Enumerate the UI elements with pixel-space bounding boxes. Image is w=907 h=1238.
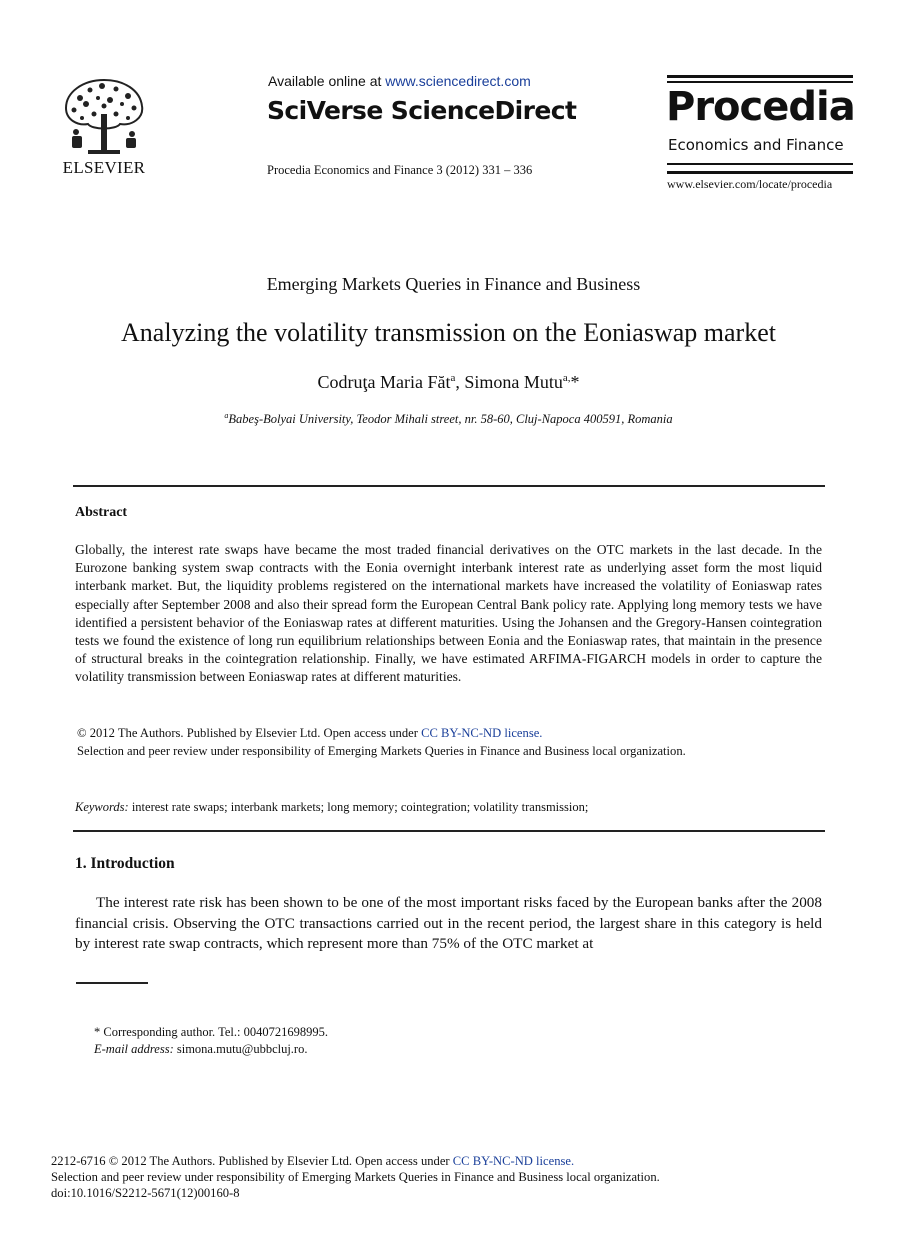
footnote-rule bbox=[76, 982, 148, 984]
affiliation-address: -Bolyai University, Teodor Mihali street, nr. 58-60, Cluj-Napoca 400591, Romania bbox=[258, 412, 673, 427]
abstract-rule-bottom bbox=[73, 830, 825, 832]
brand-rule-top bbox=[667, 75, 853, 78]
license-link[interactable]: CC BY-NC-ND license. bbox=[421, 726, 543, 740]
footer-license-link[interactable]: CC BY-NC-ND license. bbox=[452, 1154, 575, 1168]
affiliation bbox=[0, 411, 897, 427]
brand-rule-bottom bbox=[667, 171, 853, 174]
author-separator: , bbox=[455, 372, 465, 392]
brand-url[interactable]: www.elsevier.com/locate/procedia bbox=[667, 177, 833, 191]
conference-name: Emerging Markets Queries in Finance and Business bbox=[266, 274, 641, 294]
author-affil-mark: a, bbox=[562, 372, 571, 384]
abstract-body: Globally, the interest rate swaps have became the most traded financial derivatives on the OTC markets in the last decade. In the Eurozone banking system swap contracts with the Eonia overnight interbank interest rate as underlying asset form the most liquid interbank market. But, the liquidity problems registered on the international markets have increased the volatility of Eoniaswap rates especially after September 2008 and also their spread form the European Central Bank policy rate. Applying long memory tests we have identified a persistent behavior of the Eoniaswap rates at different maturities. Using the Johansen and the Gregory-Hansen cointegration tests we found the existence of long run equilibrium relationships between Eonia and the Eoniaswap rates, that maintain in the presence of structural breaks in the cointegration relationship. Finally, we have estimated ARFIMA-FIGARCH models in order to capture the volatility transmission between Eoniaswap rates at different maturities. bbox=[75, 542, 822, 685]
elsevier-logo-text: ELSEVIER bbox=[62, 158, 146, 177]
email-label: E-mail address: bbox=[94, 1042, 174, 1056]
platform-name: SciVerse ScienceDirect bbox=[267, 96, 577, 125]
author-name: Simona Mutu bbox=[464, 372, 563, 392]
open-access-label: Open access under bbox=[323, 726, 422, 740]
paper-title: Analyzing the volatility transmission on the Eoniaswap market bbox=[121, 318, 776, 347]
available-online bbox=[268, 73, 531, 89]
footer-doi[interactable]: doi:10.1016/S2212-5671(12)00160-8 bbox=[51, 1186, 240, 1200]
brand-rule-top-thin bbox=[667, 81, 853, 83]
footer-peer-review: Selection and peer review under responsibility of Emerging Markets Queries in Finance and Business local organization. bbox=[51, 1170, 660, 1184]
abstract-heading: Abstract bbox=[75, 505, 128, 520]
brand-name: Procedia bbox=[666, 84, 855, 130]
footer-copyright bbox=[51, 1154, 574, 1169]
introduction-body: The interest rate risk has been shown to be one of the most important risks faced by the European banks after the 2008 financial crisis. Observing the OTC transactions carried out in the recent period, the largest share in this category is held by interest rate swap contracts, which represent more than 75% of the OTC market at bbox=[75, 894, 822, 952]
keywords bbox=[75, 800, 588, 815]
footer-copyright-prefix: 2212-6716 © 2012 The Authors. Published by Elsevier Ltd. bbox=[51, 1154, 356, 1168]
copyright-line bbox=[77, 726, 542, 741]
corresponding-author: * Corresponding author. Tel.: 0040721698995. bbox=[94, 1025, 328, 1039]
author-affil-mark: a bbox=[450, 372, 456, 384]
sciencedirect-link[interactable]: www.sciencedirect.com bbox=[385, 73, 531, 89]
footer-open-access: Open access under bbox=[355, 1154, 453, 1168]
abstract-rule-top bbox=[73, 485, 825, 487]
author-name: Codruţa Maria Făt bbox=[317, 372, 451, 392]
copyright-prefix: © 2012 The Authors. Published by Elsevier Ltd. bbox=[77, 726, 324, 740]
affiliation-name: Babeş bbox=[228, 412, 259, 427]
affiliation-mark: a bbox=[224, 411, 229, 420]
email-line bbox=[94, 1042, 307, 1057]
available-prefix: Available online at bbox=[268, 73, 386, 89]
journal-reference: Procedia Economics and Finance 3 (2012) 331 – 336 bbox=[267, 163, 533, 177]
peer-review-line: Selection and peer review under responsibility of Emerging Markets Queries in Finance and Business local organization. bbox=[77, 744, 686, 758]
keywords-text: interest rate swaps; interbank markets; long memory; cointegration; volatility transmission; bbox=[128, 800, 589, 814]
email-address[interactable]: simona.mutu@ubbcluj.ro. bbox=[173, 1042, 308, 1056]
brand-subtitle: Economics and Finance bbox=[668, 136, 844, 154]
author-list bbox=[0, 372, 897, 393]
introduction-heading: 1. Introduction bbox=[75, 855, 175, 872]
keywords-label: Keywords: bbox=[75, 800, 129, 814]
brand-rule-bottom-thin bbox=[667, 163, 853, 165]
corresponding-mark: * bbox=[570, 372, 580, 392]
